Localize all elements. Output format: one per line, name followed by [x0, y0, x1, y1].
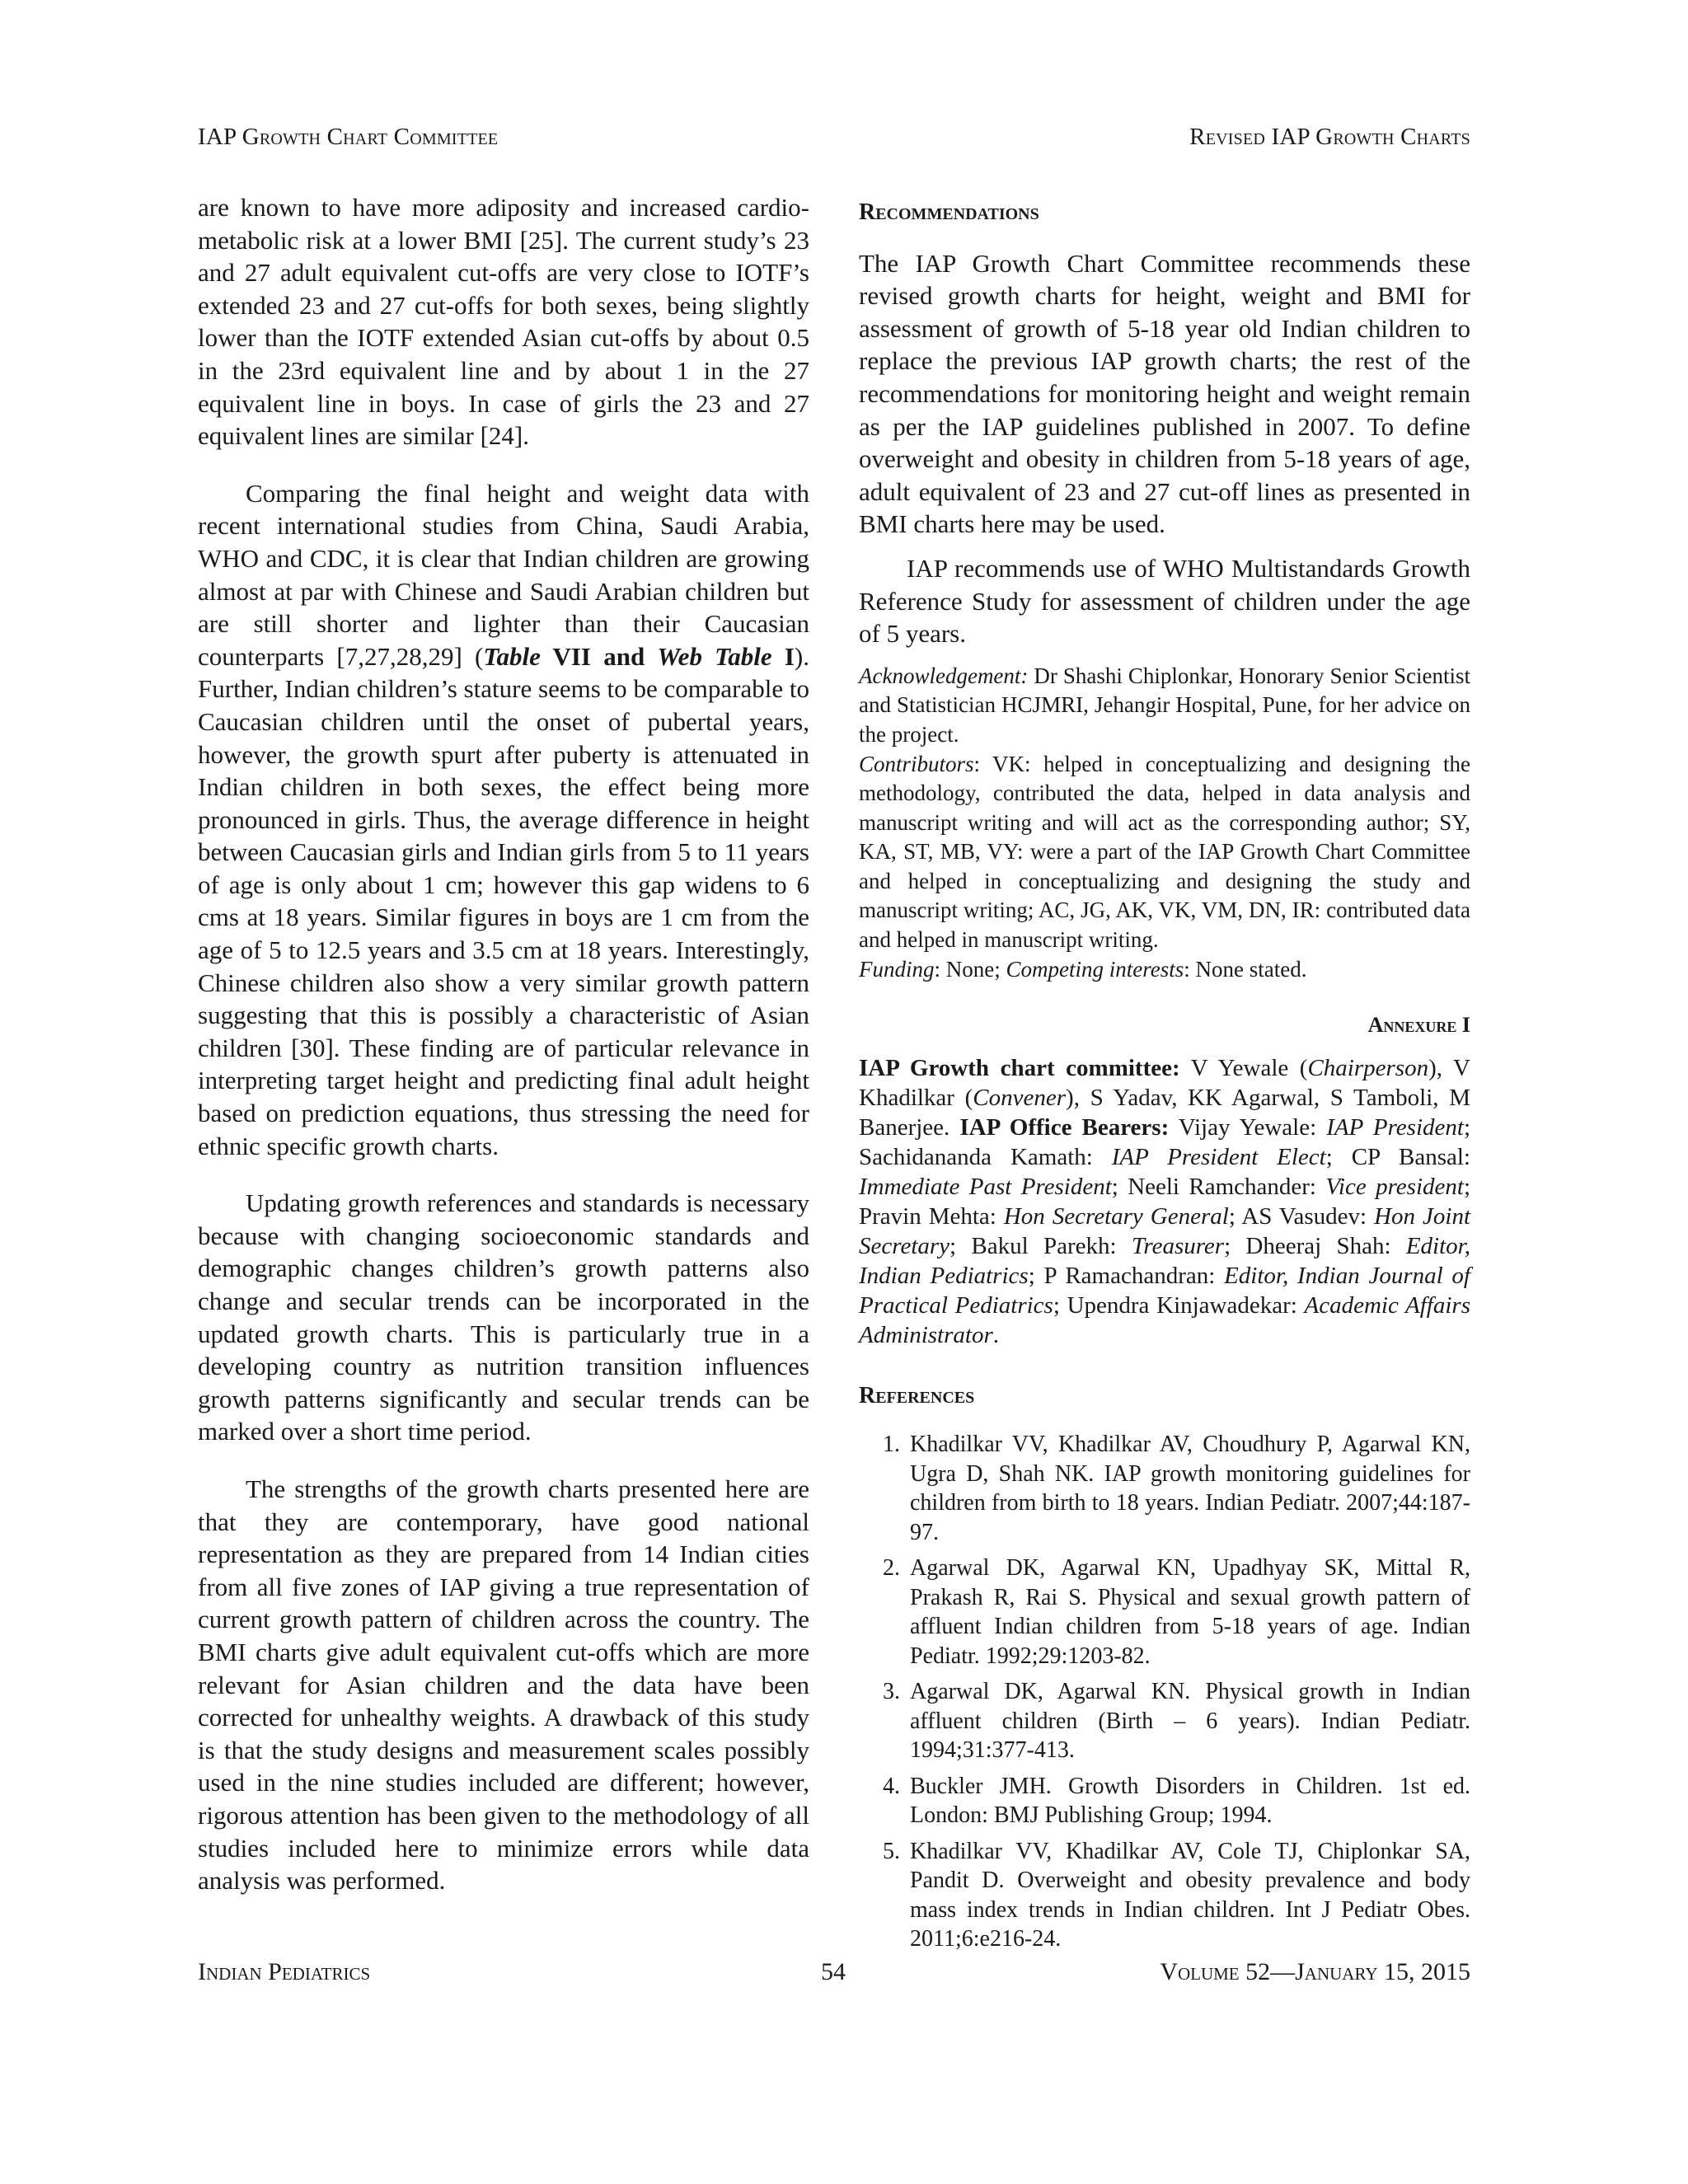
body-paragraph: Comparing the final height and weight data with recent international studies from China, Saudi Arabia, WHO and CDC, it is clear that Indian children are growing almost at par with Chinese and Saudi Arabian children but are still shorter and lighter than their Caucasian counterparts [7,27,28,29] (Table VII and Web Table I). Further, Indian children’s stature seems to be comparable to Caucasian children until the onset of pubertal years, however, the growth spurt after puberty is attenuated in Indian children in both sexes, the effect being more pronounced in girls. Thus, the average difference in height between Caucasian girls and Indian girls from 5 to 11 years of age is only about 1 cm; however this gap widens to 6 cms at 18 years. Similar figures in boys are 1 cm from the age of 5 to 12.5 years and 3.5 cm at 18 years. Interestingly, Chinese children also show a very similar growth pattern suggesting that this is possibly a characteristic of Asian children [30]. These finding are of particular relevance in interpreting target height and predicting final adult height based on prediction equations, thus stressing the need for ethnic specific growth charts.: [198, 478, 809, 1160]
body-paragraph: Updating growth references and standards is necessary because with changing socioeconomic standards and demographic changes children’s growth patterns also change and secular trends can be incorporated in the updated growth charts. This is particularly true in a developing country as nutrition transition influences growth patterns significantly and secular trends can be marked over a short time period.: [198, 1188, 809, 1446]
left-column: [198, 191, 809, 1897]
reference-item: 2. Agarwal DK, Agarwal KN, Upadhyay SK, Mittal R, Prakash R, Rai S. Physical and sexual growth pattern of affluent Indian children from 5-18 years of age. Indian Pediatr. 1992;29:1203-82.: [883, 1555, 1470, 1669]
reference-list: [859, 1430, 1470, 1954]
running-head-left: IAP Growth Chart Committee: [198, 124, 499, 150]
reference-item: 3. Agarwal DK, Agarwal KN. Physical growth in Indian affluent children (Birth – 6 years). Indian Pediatr. 1994;31:377-413.: [883, 1679, 1470, 1764]
right-column: [859, 191, 1470, 1961]
footer-journal: Indian Pediatrics: [198, 1958, 371, 1985]
body-paragraph: are known to have more adiposity and increased cardio-metabolic risk at a lower BMI [25]. The current study’s 23 and 27 adult equivalent cut-offs are very close to IOTF’s extended 23 and 27 cut-offs for both sexes, being slightly lower than the IOTF extended Asian cut-offs by about 0.5 in the 23rd equivalent line and by about 1 in the 27 equivalent line in boys. In case of girls the 23 and 27 equivalent lines are similar [24].: [198, 193, 809, 451]
recommendations-heading: Recommendations: [859, 199, 1039, 225]
web-table-ref[interactable]: Web Table: [657, 641, 772, 671]
body-paragraph: The IAP Growth Chart Committee recommends these revised growth charts for height, weight and BMI for assessment of growth of 5-18 year old Indian children to replace the previous IAP growth charts; the rest of the recommendations for monitoring height and weight remain as per the IAP guidelines published in 2007. To define overweight and obesity in children from 5-18 years of age, adult equivalent of 23 and 27 cut-off lines as presented in BMI charts here may be used.: [859, 248, 1470, 539]
reference-item: 4. Buckler JMH. Growth Disorders in Children. 1st ed. London: BMJ Publishing Group; 1994.: [883, 1773, 1470, 1829]
reference-item: 1. Khadilkar VV, Khadilkar AV, Choudhury P, Agarwal KN, Ugra D, Shah NK. IAP growth monitoring guidelines for children from birth to 18 years. Indian Pediatr. 2007;44:187-97.: [883, 1432, 1470, 1545]
body-paragraph: IAP recommends use of WHO Multistandards Growth Reference Study for assessment of children under the age of 5 years.: [859, 553, 1470, 649]
annexure-text: IAP Growth chart committee: V Yewale (Chairperson), V Khadilkar (Convener), S Yadav, KK Agarwal, S Tamboli, M Banerjee. IAP Office Bearers: Vijay Yewale: IAP President; Sachidananda Kamath: IAP President Elect; CP Bansal: Immediate Past President; Neeli Ramchander: Vice president; Pravin Mehta: Hon Secretary General; AS Vasudev: Hon Joint Secretary; Bakul Parekh: Treasurer; Dheeraj Shah: Editor, Indian Pediatrics; P Ramachandran: Editor, Indian Journal of Practical Pediatrics; Upendra Kinjawadekar: Academic Affairs Administrator.: [859, 1054, 1471, 1348]
contributors: Contributors: VK: helped in conceptualizing and designing the methodology, contributed the data, helped in data analysis and manuscript writing and will act as the corresponding author; SY, KA, ST, MB, VY: were a part of the IAP Growth Chart Committee and helped in conceptualizing and designing the study and manuscript writing; AC, JG, AK, VK, VM, DN, IR: contributed data and helped in manuscript writing.: [859, 751, 1470, 953]
references-heading: References: [859, 1382, 975, 1408]
reference-item: 5. Khadilkar VV, Khadilkar AV, Cole TJ, Chiplonkar SA, Pandit D. Overweight and obesity prevalence and body mass index trends in Indian children. Int J Pediatr Obes. 2011;6:e216-24.: [883, 1838, 1470, 1952]
footer-volume: Volume 52—January 15, 2015: [1160, 1958, 1470, 1985]
footer-page-number: 54: [821, 1958, 846, 1985]
running-head-right: Revised IAP Growth Charts: [1189, 124, 1470, 150]
funding: Funding: None; Competing interests: None stated.: [859, 956, 1307, 982]
body-paragraph: The strengths of the growth charts presented here are that they are contemporary, have good national representation as they are prepared from 14 Indian cities from all five zones of IAP giving a true representation of current growth pattern of children across the country. The BMI charts give adult equivalent cut-offs which are more relevant for Asian children and the data have been corrected for unhealthy weights. A drawback of this study is that the study designs and measurement scales possibly used in the nine studies included are different; however, rigorous attention has been given to the methodology of all studies included here to minimize errors while data analysis was performed.: [198, 1474, 809, 1896]
acknowledgement: Acknowledgement: Dr Shashi Chiplonkar, Honorary Senior Scientist and Statistician HCJMRI, Jehangir Hospital, Pune, for her advice on the project.: [859, 663, 1470, 747]
annexure-title: Annexure I: [1367, 1013, 1470, 1038]
table-ref[interactable]: Table: [483, 641, 541, 671]
